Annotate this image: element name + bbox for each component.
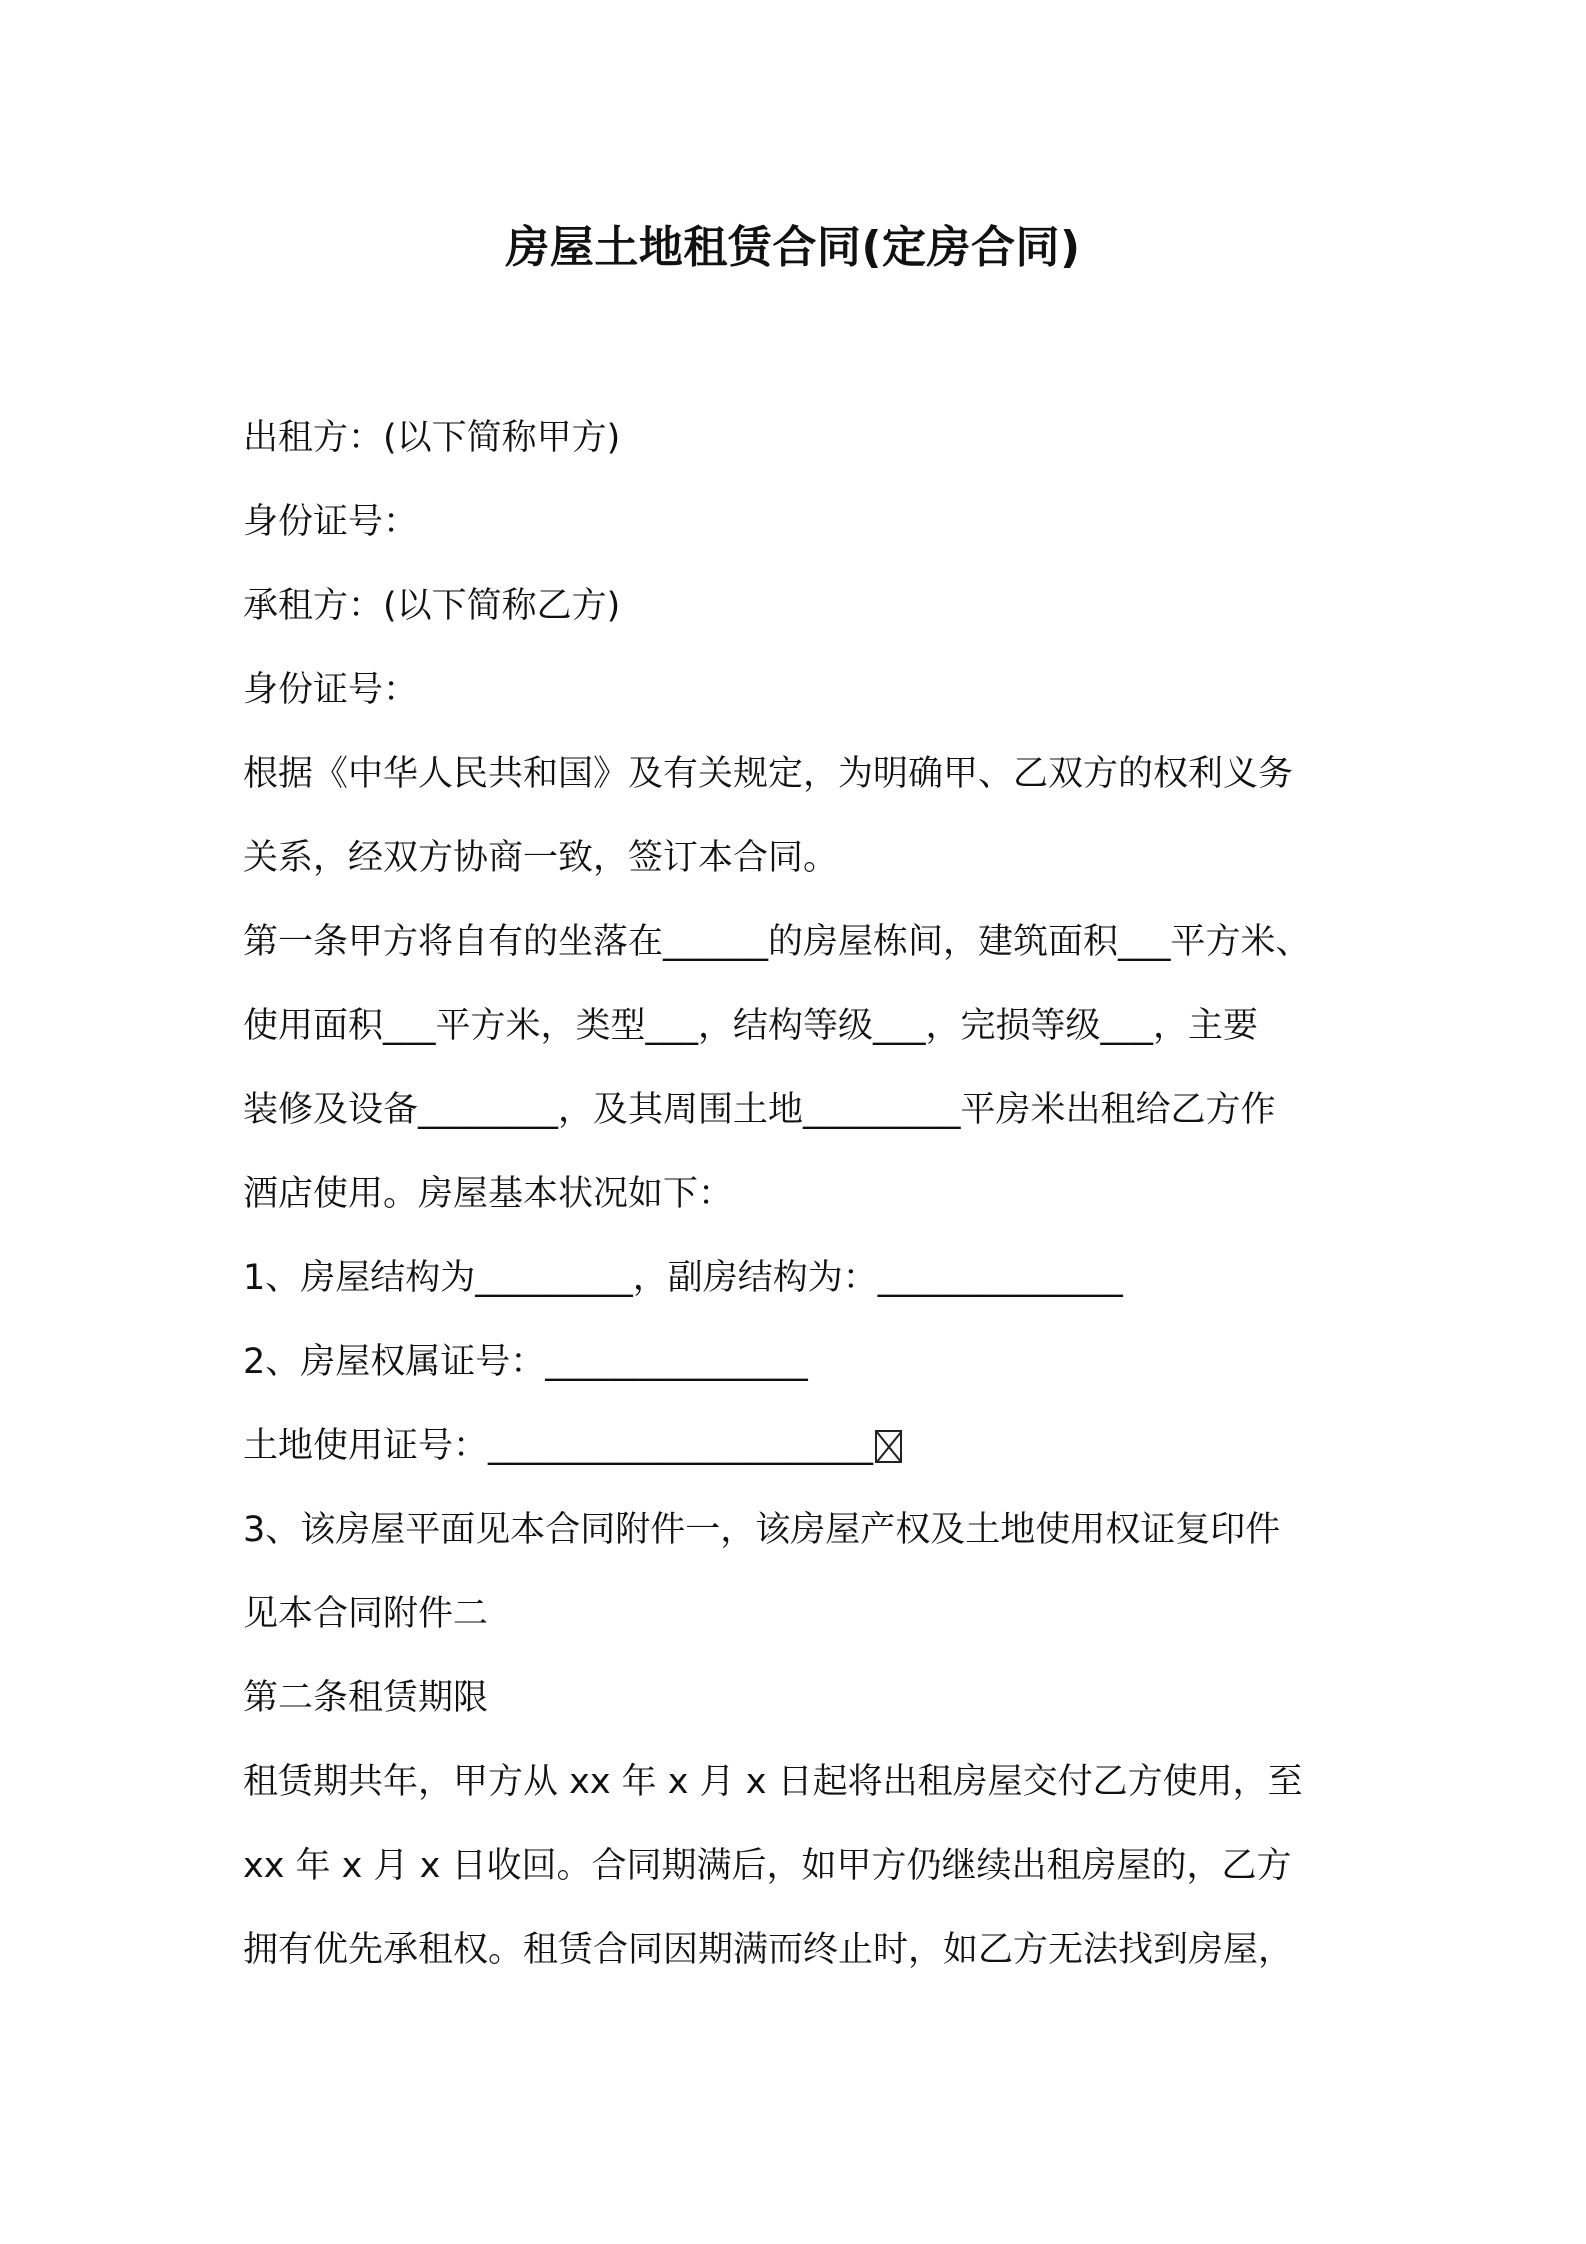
party-b-line: 承租方：(以下简称乙方): [243, 586, 621, 626]
party-b-id-line: 身份证号：: [243, 670, 419, 710]
lease-term-line-2: xx 年 x 月 x 日收回。合同期满后，如甲方仍继续出租房屋的，乙方: [243, 1846, 1292, 1886]
land-cert-text: 土地使用证号：______________________: [243, 1426, 874, 1466]
party-a-id-line: 身份证号：: [243, 502, 419, 542]
land-cert-line: [243, 1416, 1383, 1500]
house-structure-line: 1、房屋结构为_________，副房结构为：______________: [243, 1258, 1123, 1298]
lease-term-line-1: 租赁期共年，甲方从 xx 年 x 月 x 日起将出租房屋交付乙方使用，至: [243, 1762, 1303, 1802]
article-1-line-2: 使用面积___平方米，类型___，结构等级___，完损等级___，主要: [243, 1006, 1259, 1046]
article-2-heading: 第二条租赁期限: [243, 1678, 489, 1718]
article-1-line-1: 第一条甲方将自有的坐落在______的房屋栋间，建筑面积___平方米、: [243, 922, 1311, 962]
property-cert-line: 2、房屋权属证号：_______________: [243, 1342, 808, 1382]
article-1-line-3: 装修及设备________，及其周围土地_________平房米出租给乙方作: [243, 1090, 1276, 1130]
article-1-line-4: 酒店使用。房屋基本状况如下：: [243, 1174, 734, 1214]
document-title: 房屋土地租赁合同(定房合同): [505, 222, 1081, 273]
attachment-line-1: 3、该房屋平面见本合同附件一，该房屋产权及土地使用权证复印件: [243, 1510, 1281, 1550]
box-x-icon: [875, 1430, 902, 1463]
lease-term-line-3: 拥有优先承租权。租赁合同因期满而终止时，如乙方无法找到房屋，: [243, 1930, 1294, 1970]
party-a-line: 出租方：(以下简称甲方): [243, 418, 621, 458]
attachment-line-2: 见本合同附件二: [243, 1594, 489, 1634]
document-body: [243, 408, 1383, 2004]
preamble-line-1: 根据《中华人民共和国》及有关规定，为明确甲、乙双方的权利义务: [243, 754, 1294, 794]
preamble-line-2: 关系，经双方协商一致，签订本合同。: [243, 838, 839, 878]
